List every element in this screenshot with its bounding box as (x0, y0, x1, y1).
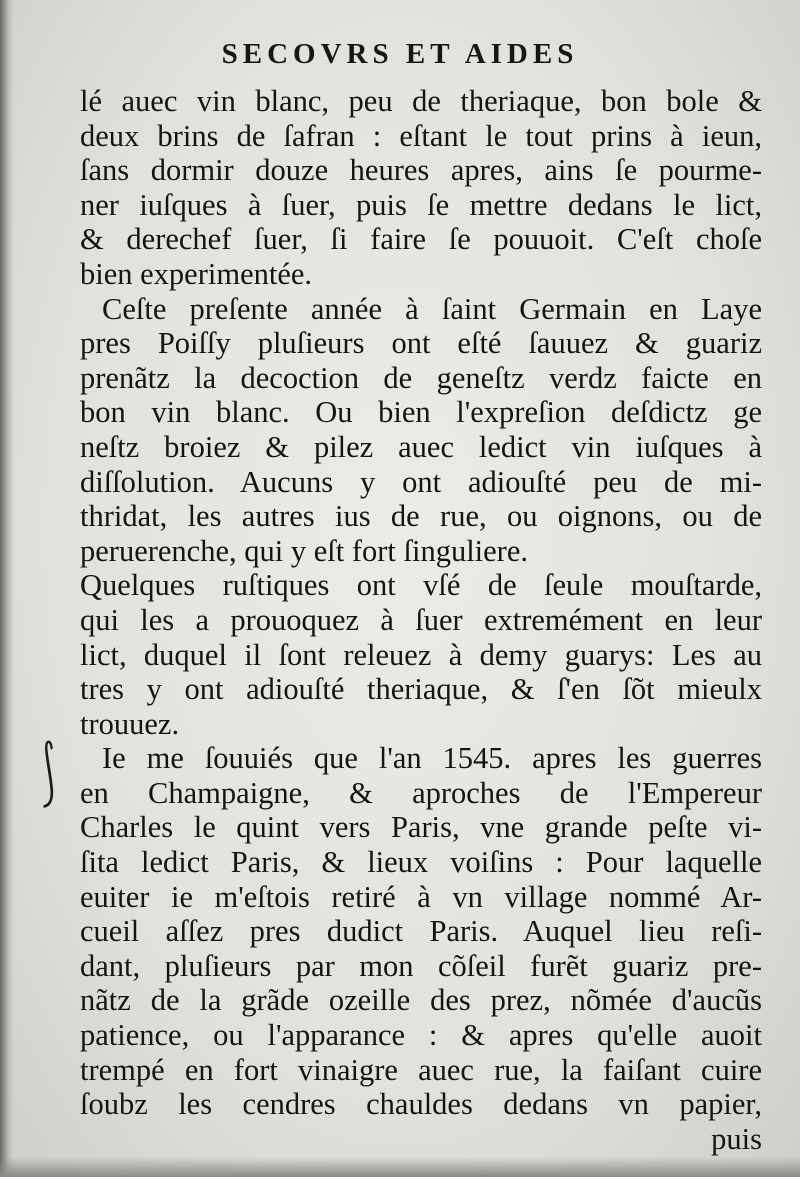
text-line: diſſolution. Aucuns y ont adiouſté peu de mi- (80, 464, 762, 499)
running-title: SECOVRS ET AIDES (221, 38, 579, 70)
text-line: ſans dormir douze heures apres, ains ſe pourme- (80, 153, 762, 188)
text-line: thridat, les autres ius de rue, ou oignons, ou de (80, 499, 762, 534)
text-line: pres Poiſſy pluſieurs ont eſté ſauuez & guariz (80, 326, 762, 361)
page-bottom-edge-shadow (0, 1157, 800, 1177)
text-line: Charles le quint vers Paris, vne grande peſte vi- (80, 810, 762, 845)
text-line: euiter ie m'eſtois retiré à vn village nommé Ar- (80, 879, 762, 914)
text-line: ſoubz les cendres chauldes dedans vn papier, (80, 1087, 762, 1122)
text-line: nãtz de la grãde ozeille des prez, nõmée d'aucũs (80, 983, 762, 1018)
catchword: puis (711, 1121, 762, 1156)
text-line: bon vin blanc. Ou bien l'expreſion deſdictz ge (80, 395, 762, 430)
text-line: ner iuſques à ſuer, puis ſe mettre dedans le lict, (80, 187, 762, 222)
text-line: Ceſte preſente année à ſaint Germain en Laye (102, 291, 762, 326)
text-line: patience, ou l'apparance : & apres qu'elle auoit (80, 1018, 762, 1053)
text-line: neſtz broiez & pilez auec ledict vin iuſques à (80, 429, 762, 464)
text-line: bien experimentée. (80, 256, 313, 291)
text-line: Ie me ſouuiés que l'an 1545. apres les guerres (102, 741, 762, 776)
margin-bracket-mark: ⟆ (41, 729, 55, 813)
body-text (80, 84, 762, 1156)
text-line: lict, duquel il ſont releuez à demy guarys: Les au (80, 637, 762, 672)
page-left-edge-shadow (0, 0, 14, 1177)
text-line: cueil aſſez pres dudict Paris. Auquel lieu reſi- (80, 914, 762, 949)
text-line: & derechef ſuer, ſi faire ſe pouuoit. C'eſt choſe (80, 222, 762, 257)
text-line: prenãtz la decoction de geneſtz verdz faicte en (80, 360, 762, 395)
text-line: deux brins de ſafran : eſtant le tout prins à ieun, (80, 118, 762, 153)
text-line: trouuez. (80, 706, 180, 741)
text-line: qui les a prouoquez à ſuer extremément en leur (80, 602, 762, 637)
text-line: tres y ont adiouſté theriaque, & ſ'en ſõt mieulx (80, 672, 762, 707)
text-line: dant, pluſieurs par mon cõſeil furẽt guariz pre- (80, 948, 762, 983)
text-line: en Champaigne, & aproches de l'Empereur (80, 775, 762, 810)
text-line: ſita ledict Paris, & lieux voiſins : Pour laquelle (80, 845, 762, 880)
text-line: Quelques ruſtiques ont vſé de ſeule mouſtarde, (80, 568, 762, 603)
text-line: peruerenche, qui y eſt fort ſinguliere. (80, 533, 528, 568)
text-line: trempé en fort vinaigre auec rue, la faiſant cuire (80, 1052, 762, 1087)
text-line: lé auec vin blanc, peu de theriaque, bon bole & (80, 84, 762, 118)
